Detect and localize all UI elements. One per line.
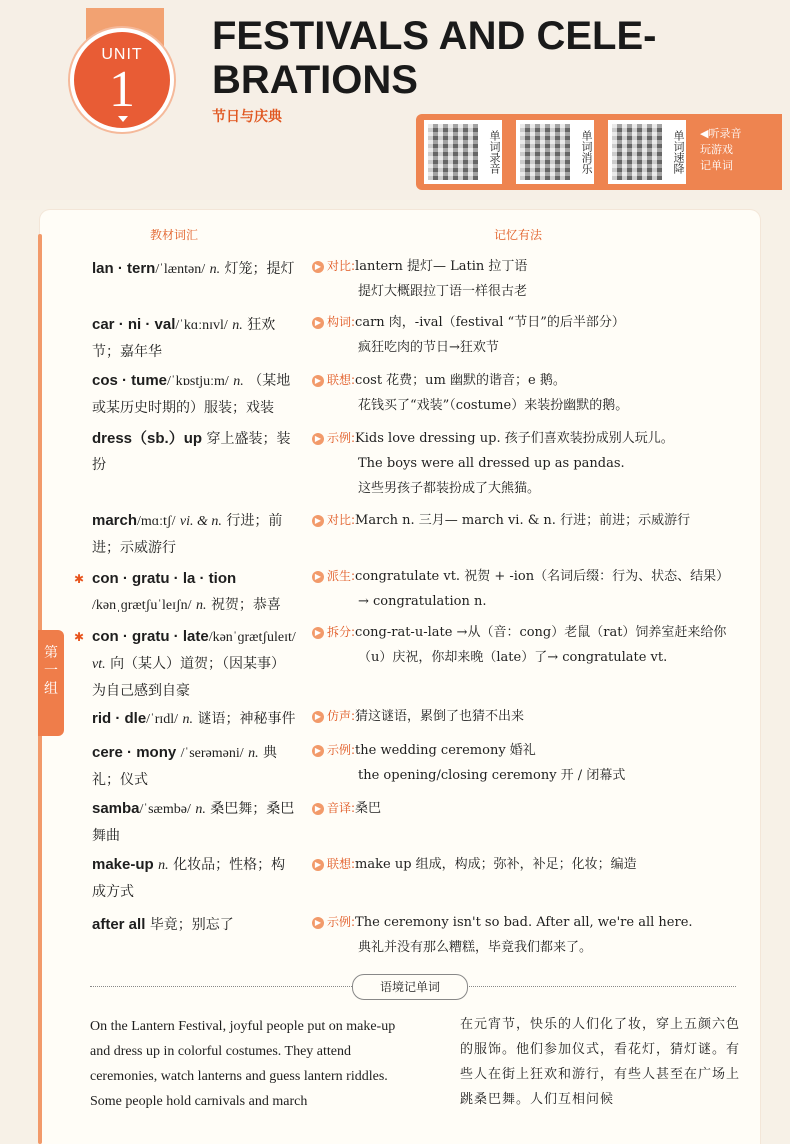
memory-note <box>312 796 742 821</box>
note-tag-label: 示例: <box>327 743 356 757</box>
page-subtitle: 节日与庆典 <box>212 109 282 125</box>
context-paragraph-zh: 在元宵节，快乐的人们化了妆，穿上五颜六色的服饰。他们参加仪式，看花灯，猜灯谜。有些人在街上狂欢和游行，有些人甚至在广场上跳桑巴舞。人们互相问候 <box>460 1017 741 1107</box>
group-tab <box>38 630 64 736</box>
note-line: The boys were all dressed up as pandas. <box>358 456 625 471</box>
note-line: （u）庆祝，你却来晚（late）了→ congratulate vt. <box>358 650 668 665</box>
vocab-pos: n. <box>195 802 206 817</box>
vocab-pos: vi. & n. <box>179 514 222 529</box>
note-line: → congratulation n. <box>358 594 487 609</box>
note-tag-label: 示例: <box>327 915 356 929</box>
memory-note <box>312 852 742 877</box>
vocab-pos: n. <box>182 712 194 727</box>
arrow-right-icon: ▶ <box>312 711 324 723</box>
arrow-right-icon: ▶ <box>312 433 324 445</box>
note-tag <box>312 368 355 393</box>
vocab-entry <box>92 912 297 938</box>
context-paragraph-en: On the Lantern Festival, joyful people put on make-up and dress up in colorful costumes. They attend ceremonies, watch lanterns and guess lantern riddles. Some people hold carnivals and march <box>90 1019 396 1109</box>
note-line: Kids love dressing up. 孩子们喜欢装扮成别人玩儿。 <box>355 431 674 446</box>
note-tag <box>312 508 355 533</box>
note-tag-label: 对比: <box>327 259 356 273</box>
vocab-phonetic: /mɑːtʃ/ <box>137 514 176 529</box>
vocab-pos: n. <box>232 318 243 333</box>
vocab-meaning: 谜语；神秘事件 <box>197 711 296 727</box>
arrow-right-icon: ▶ <box>312 803 324 815</box>
star-icon: ✱ <box>74 630 85 644</box>
note-line: 这些男孩子都装扮成了大熊猫。 <box>358 481 541 496</box>
qr-hint-line: ◀听录音 <box>700 127 742 140</box>
vocab-word: car · ni · val <box>92 316 176 333</box>
vocab-meaning: 向（某人）道贺；（因某事）为自己感到自豪 <box>92 656 286 699</box>
qr-label: 单词速降 <box>666 120 686 184</box>
vocab-entry <box>92 624 297 704</box>
arrow-right-icon: ▶ <box>312 859 324 871</box>
note-tag <box>312 704 355 729</box>
note-line: the opening/closing ceremony 开 / 闭幕式 <box>358 768 626 783</box>
vocab-entry <box>92 566 297 619</box>
qr-code-game[interactable] <box>516 120 574 184</box>
vocab-phonetic: /ˈserəməni/ <box>180 746 244 761</box>
vocab-phonetic: /ˈsæmbə/ <box>139 802 191 817</box>
vocab-word: cos · tume <box>92 372 168 389</box>
arrow-right-icon: ▶ <box>312 745 324 757</box>
qr-hint <box>700 126 780 174</box>
note-tag <box>312 564 355 589</box>
vocab-entry <box>92 508 297 561</box>
note-tag-label: 对比: <box>327 513 356 527</box>
note-line: the wedding ceremony 婚礼 <box>355 743 536 758</box>
note-tag <box>312 620 355 645</box>
unit-word: UNIT <box>101 46 143 63</box>
note-line: 猜这谜语，累倒了也猜不出来 <box>355 709 525 724</box>
note-tag <box>312 426 355 451</box>
note-tag <box>312 254 355 279</box>
vocab-entry <box>92 852 297 905</box>
vocab-meaning: 灯笼；提灯 <box>224 261 295 277</box>
vocab-meaning: 祝贺；恭喜 <box>210 597 281 613</box>
vocab-word: lan · tern <box>92 260 156 277</box>
arrow-right-icon: ▶ <box>312 261 324 273</box>
vocab-meaning: 典礼；仪式 <box>92 745 278 788</box>
vocab-pos: n. <box>195 598 207 613</box>
context-title: 语境记单词 <box>352 974 468 1000</box>
vocab-entry <box>92 796 297 849</box>
arrow-right-icon: ▶ <box>312 627 324 639</box>
vocab-word: after all <box>92 916 146 933</box>
vocab-entry <box>92 368 297 421</box>
vocab-word: cere · mony <box>92 744 177 761</box>
memory-note <box>312 564 742 614</box>
vocab-entry <box>92 426 297 478</box>
vocab-meaning: 桑巴舞；桑巴舞曲 <box>92 801 295 844</box>
group-tab-char: 一 <box>44 663 58 679</box>
note-line: March n. 三月— march vi. & n. 行进；前进；示威游行 <box>355 513 691 528</box>
group-tab-char: 组 <box>44 681 58 697</box>
note-tag <box>312 910 355 935</box>
unit-badge <box>70 28 174 132</box>
note-tag-label: 仿声: <box>327 709 356 723</box>
memory-note <box>312 704 742 729</box>
vocab-word: dress（sb.）up <box>92 430 203 447</box>
vocab-phonetic: /kənˈɡrætʃuleɪt/ <box>208 630 296 645</box>
page-title-line-1: FESTIVALS AND CELE- <box>212 14 657 58</box>
qr-label: 单词消乐 <box>574 120 594 184</box>
note-tag-label: 拆分: <box>327 625 356 639</box>
arrow-right-icon: ▶ <box>312 917 324 929</box>
memory-note <box>312 254 742 304</box>
vocab-meaning: （某地或某历史时期的）服装；戏装 <box>92 373 291 416</box>
memory-note <box>312 426 742 501</box>
note-tag <box>312 852 355 877</box>
arrow-right-icon: ▶ <box>312 317 324 329</box>
note-tag-label: 联想: <box>327 373 356 387</box>
memory-note <box>312 620 742 670</box>
vocab-meaning: 穿上盛装；装扮 <box>92 431 291 473</box>
memory-note <box>312 508 742 533</box>
vocab-entry <box>92 256 297 283</box>
vocab-word: con · gratu · late <box>92 628 209 645</box>
vocab-meaning: 狂欢节；嘉年华 <box>92 317 276 360</box>
note-line: 桑巴 <box>355 801 382 816</box>
note-line: congratulate vt. 祝贺 + -ion（名词后缀：行为、状态、结果） <box>355 569 730 584</box>
memory-note <box>312 910 742 960</box>
vocab-phonetic: /ˈrɪdl/ <box>146 712 179 727</box>
note-tag-label: 构词: <box>327 315 356 329</box>
note-line: cong-rat-u-late →从（音：cong）老鼠（rat）饲养室赶来给你 <box>355 625 727 640</box>
note-tag-label: 派生: <box>327 569 356 583</box>
vocab-pos: vt. <box>92 657 106 672</box>
vocab-meaning: 行进；前进；示威游行 <box>92 513 283 556</box>
unit-number: 1 <box>109 61 135 118</box>
star-icon: ✱ <box>74 572 85 586</box>
page-title-line-2: BRATIONS <box>212 58 418 102</box>
note-line: cost 花费；um 幽默的谐音；e 鹅。 <box>355 373 566 388</box>
note-tag-label: 音译: <box>327 801 356 815</box>
vocab-entry <box>92 312 297 365</box>
vocab-pos: n. <box>209 262 221 277</box>
vocab-word: samba <box>92 800 140 817</box>
vocab-entry <box>92 706 297 733</box>
vocab-word: march <box>92 512 138 529</box>
vocab-phonetic: /ˈkɑːnɪvl/ <box>175 318 228 333</box>
qr-code-speed[interactable] <box>608 120 666 184</box>
qr-hint-line: 记单词 <box>700 159 733 172</box>
qr-label: 单词录音 <box>482 120 502 184</box>
memory-note <box>312 310 742 360</box>
note-line: carn 肉，-ival（festival “节日”的后半部分） <box>355 315 625 330</box>
note-line: 疯狂吃肉的节日→狂欢节 <box>358 340 499 355</box>
note-tag-label: 联想: <box>327 857 356 871</box>
vocab-phonetic: /ˈlæntən/ <box>155 262 206 277</box>
page-title <box>212 14 772 102</box>
vocab-phonetic: /kənˌɡrætʃuˈleɪʃn/ <box>92 598 192 613</box>
note-tag <box>312 310 355 335</box>
arrow-right-icon: ▶ <box>312 375 324 387</box>
vocab-word: rid · dle <box>92 710 147 727</box>
note-line: 花钱买了“戏装”（costume）来装扮幽默的鹅。 <box>358 398 629 413</box>
memory-note <box>312 368 742 418</box>
vocab-word: make-up <box>92 856 154 873</box>
vocab-meaning: 毕竟；别忘了 <box>149 917 234 933</box>
qr-hint-line: 玩游戏 <box>700 143 733 156</box>
arrow-right-icon: ▶ <box>312 515 324 527</box>
column-head-vocab: 教材词汇 <box>150 228 199 242</box>
note-line: The ceremony isn't so bad. After all, we're all here. <box>355 915 693 930</box>
vocab-phonetic: /ˈkɒstjuːm/ <box>167 374 229 389</box>
arrow-right-icon: ▶ <box>312 571 324 583</box>
memory-note <box>312 738 742 788</box>
vocab-meaning: 化妆品；性格；构成方式 <box>92 857 286 900</box>
caret-down-icon <box>118 116 128 122</box>
vocab-pos: n. <box>158 858 169 873</box>
vocab-pos: n. <box>248 746 259 761</box>
note-line: lantern 提灯— Latin 拉丁语 <box>355 259 528 274</box>
qr-code-recording[interactable] <box>424 120 482 184</box>
vocab-pos: n. <box>233 374 244 389</box>
note-tag-label: 示例: <box>327 431 356 445</box>
vocab-word: con · gratu · la · tion <box>92 570 237 587</box>
note-line: 典礼并没有那么糟糕，毕竟我们都来了。 <box>358 940 593 955</box>
note-line: make up 组成，构成；弥补，补足；化妆；编造 <box>355 857 637 872</box>
note-tag <box>312 738 355 763</box>
column-head-memory: 记忆有法 <box>494 228 543 242</box>
group-tab-char: 第 <box>44 645 58 661</box>
note-line: 提灯大概跟拉丁语一样很古老 <box>358 284 528 299</box>
vocab-entry <box>92 740 297 793</box>
note-tag <box>312 796 355 821</box>
